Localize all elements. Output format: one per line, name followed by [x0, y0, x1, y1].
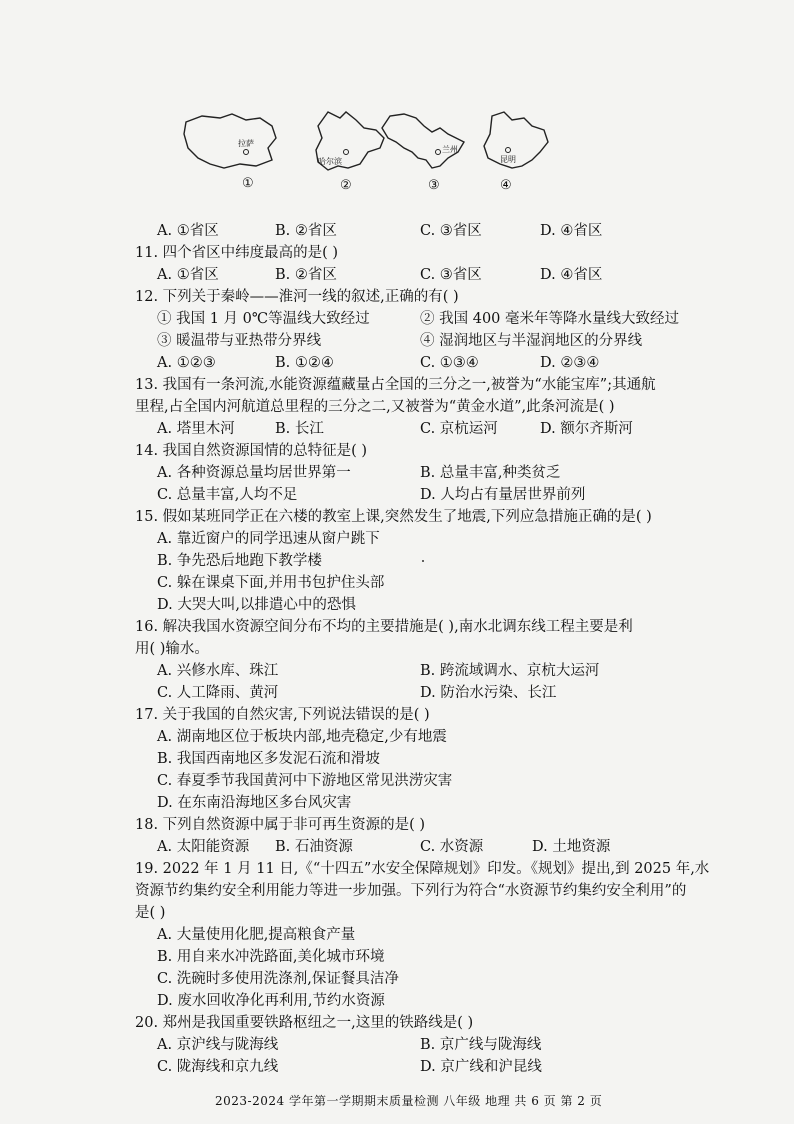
- q19-option-a: A. 大量使用化肥,提高粮食产量: [157, 927, 356, 943]
- q11-option-b: B. ②省区: [275, 267, 337, 283]
- map-4-city: 昆明: [500, 155, 516, 164]
- q13-option-c: C. 京杭运河: [420, 421, 498, 437]
- q11-option-d: D. ④省区: [540, 267, 603, 283]
- q19-option-d: D. 废水回收净化再利用,节约水资源: [157, 993, 385, 1009]
- q16-option-b: B. 跨流域调水、京杭大运河: [420, 663, 600, 679]
- q11-stem: 11. 四个省区中纬度最高的是( ): [135, 245, 339, 261]
- q15-option-d: D. 大哭大叫,以排遣心中的恐惧: [157, 597, 356, 613]
- q18-option-b: B. 石油资源: [275, 839, 353, 855]
- province-maps: [180, 108, 620, 200]
- q20-option-b: B. 京广线与陇海线: [420, 1037, 542, 1053]
- map-3: [378, 108, 478, 193]
- q12-stem: 12. 下列关于秦岭——淮河一线的叙述,正确的有( ): [135, 289, 459, 305]
- q12-option-a: A. ①②③: [157, 355, 216, 371]
- q16-stem-line2: 用( )输水。: [135, 641, 209, 657]
- q10-option-d: D. ④省区: [540, 223, 603, 239]
- q17-option-a: A. 湖南地区位于板块内部,地壳稳定,少有地震: [157, 729, 447, 745]
- q13-option-d: D. 额尔齐斯河: [540, 421, 633, 437]
- map-1-outline: [180, 108, 280, 178]
- q10-option-c: C. ③省区: [420, 223, 482, 239]
- scan-speck: [422, 560, 424, 562]
- q15-option-c: C. 躲在课桌下面,并用书包护住头部: [157, 575, 385, 591]
- q14-option-c: C. 总量丰富,人均不足: [157, 487, 298, 503]
- map-1: [180, 108, 280, 191]
- q17-option-b: B. 我国西南地区多发泥石流和滑坡: [157, 751, 380, 767]
- map-3-city: 兰州: [442, 145, 458, 154]
- q20-stem: 20. 郑州是我国重要铁路枢纽之一,这里的铁路线是( ): [135, 1015, 474, 1031]
- q17-option-c: C. 春夏季节我国黄河中下游地区常见洪涝灾害: [157, 773, 453, 789]
- q12-option-d: D. ②③④: [540, 355, 600, 371]
- map-3-outline: [378, 108, 478, 180]
- q14-option-a: A. 各种资源总量均居世界第一: [157, 465, 351, 481]
- q12-option-b: B. ①②④: [275, 355, 334, 371]
- q17-stem: 17. 关于我国的自然灾害,下列说法错误的是( ): [135, 707, 430, 723]
- q11-option-c: C. ③省区: [420, 267, 482, 283]
- q19-option-c: C. 洗碗时多使用洗涤剂,保证餐具洁净: [157, 971, 399, 987]
- q14-stem: 14. 我国自然资源国情的总特征是( ): [135, 443, 368, 459]
- map-2-city: 哈尔滨: [318, 157, 342, 166]
- q19-stem-line1: 19. 2022 年 1 月 11 日,《“十四五”水安全保障规划》印发。《规划》提出,到 2025 年,水: [135, 861, 710, 877]
- map-4: [474, 108, 564, 193]
- q13-option-b: B. 长江: [275, 421, 324, 437]
- q11-option-a: A. ①省区: [157, 267, 219, 283]
- q15-option-a: A. 靠近窗户的同学迅速从窗户跳下: [157, 531, 380, 547]
- q15-stem: 15. 假如某班同学正在六楼的教室上课,突然发生了地震,下列应急措施正确的是( ): [135, 509, 652, 525]
- q20-option-d: D. 京广线和沪昆线: [420, 1059, 542, 1075]
- q12-statement-4: ④ 湿润地区与半湿润地区的分界线: [420, 333, 643, 349]
- q19-stem-line3: 是( ): [135, 905, 166, 921]
- q20-option-c: C. 陇海线和京九线: [157, 1059, 279, 1075]
- q14-option-d: D. 人均占有量居世界前列: [420, 487, 586, 503]
- q16-option-a: A. 兴修水库、珠江: [157, 663, 279, 679]
- map-2-outline: [298, 108, 388, 180]
- q16-stem-line1: 16. 解决我国水资源空间分布不均的主要措施是( ),南水北调东线工程主要是利: [135, 619, 633, 635]
- q18-option-c: C. 水资源: [420, 839, 484, 855]
- q10-option-b: B. ②省区: [275, 223, 337, 239]
- q20-option-a: A. 京沪线与陇海线: [157, 1037, 279, 1053]
- q18-stem: 18. 下列自然资源中属于非可再生资源的是( ): [135, 817, 426, 833]
- map-4-outline: [474, 108, 564, 180]
- map-2-number: ②: [340, 178, 352, 193]
- q12-option-c: C. ①③④: [420, 355, 479, 371]
- q15-option-b: B. 争先恐后地跑下教学楼: [157, 553, 322, 569]
- page-footer: 2023-2024 学年第一学期期末质量检测 八年级 地理 共 6 页 第 2 页: [215, 1094, 603, 1108]
- q12-statement-1: ① 我国 1 月 0℃等温线大致经过: [157, 311, 370, 327]
- map-1-number: ①: [242, 176, 254, 191]
- q19-stem-line2: 资源节约集约安全利用能力等进一步加强。下列行为符合“水资源节约集约安全利用”的: [135, 883, 687, 899]
- map-4-number: ④: [500, 178, 512, 193]
- q13-stem-line2: 里程,占全国内河航道总里程的三分之二,又被誉为“黄金水道”,此条河流是( ): [135, 399, 615, 415]
- q19-option-b: B. 用自来水冲洗路面,美化城市环境: [157, 949, 385, 965]
- map-2: [298, 108, 388, 193]
- q16-option-d: D. 防治水污染、长江: [420, 685, 557, 701]
- q10-option-a: A. ①省区: [157, 223, 219, 239]
- q14-option-b: B. 总量丰富,种类贫乏: [420, 465, 561, 481]
- q12-statement-2: ② 我国 400 毫米年等降水量线大致经过: [420, 311, 680, 327]
- q16-option-c: C. 人工降雨、黄河: [157, 685, 279, 701]
- q13-stem-line1: 13. 我国有一条河流,水能资源蕴藏量占全国的三分之一,被誉为“水能宝库”;其通航: [135, 377, 656, 393]
- map-3-number: ③: [428, 178, 440, 193]
- q13-option-a: A. 塔里木河: [157, 421, 235, 437]
- q17-option-d: D. 在东南沿海地区多台风灾害: [157, 795, 352, 811]
- q18-option-a: A. 太阳能资源: [157, 839, 250, 855]
- q18-option-d: D. 土地资源: [532, 839, 611, 855]
- map-1-city: 拉萨: [238, 139, 254, 148]
- q12-statement-3: ③ 暖温带与亚热带分界线: [157, 333, 322, 349]
